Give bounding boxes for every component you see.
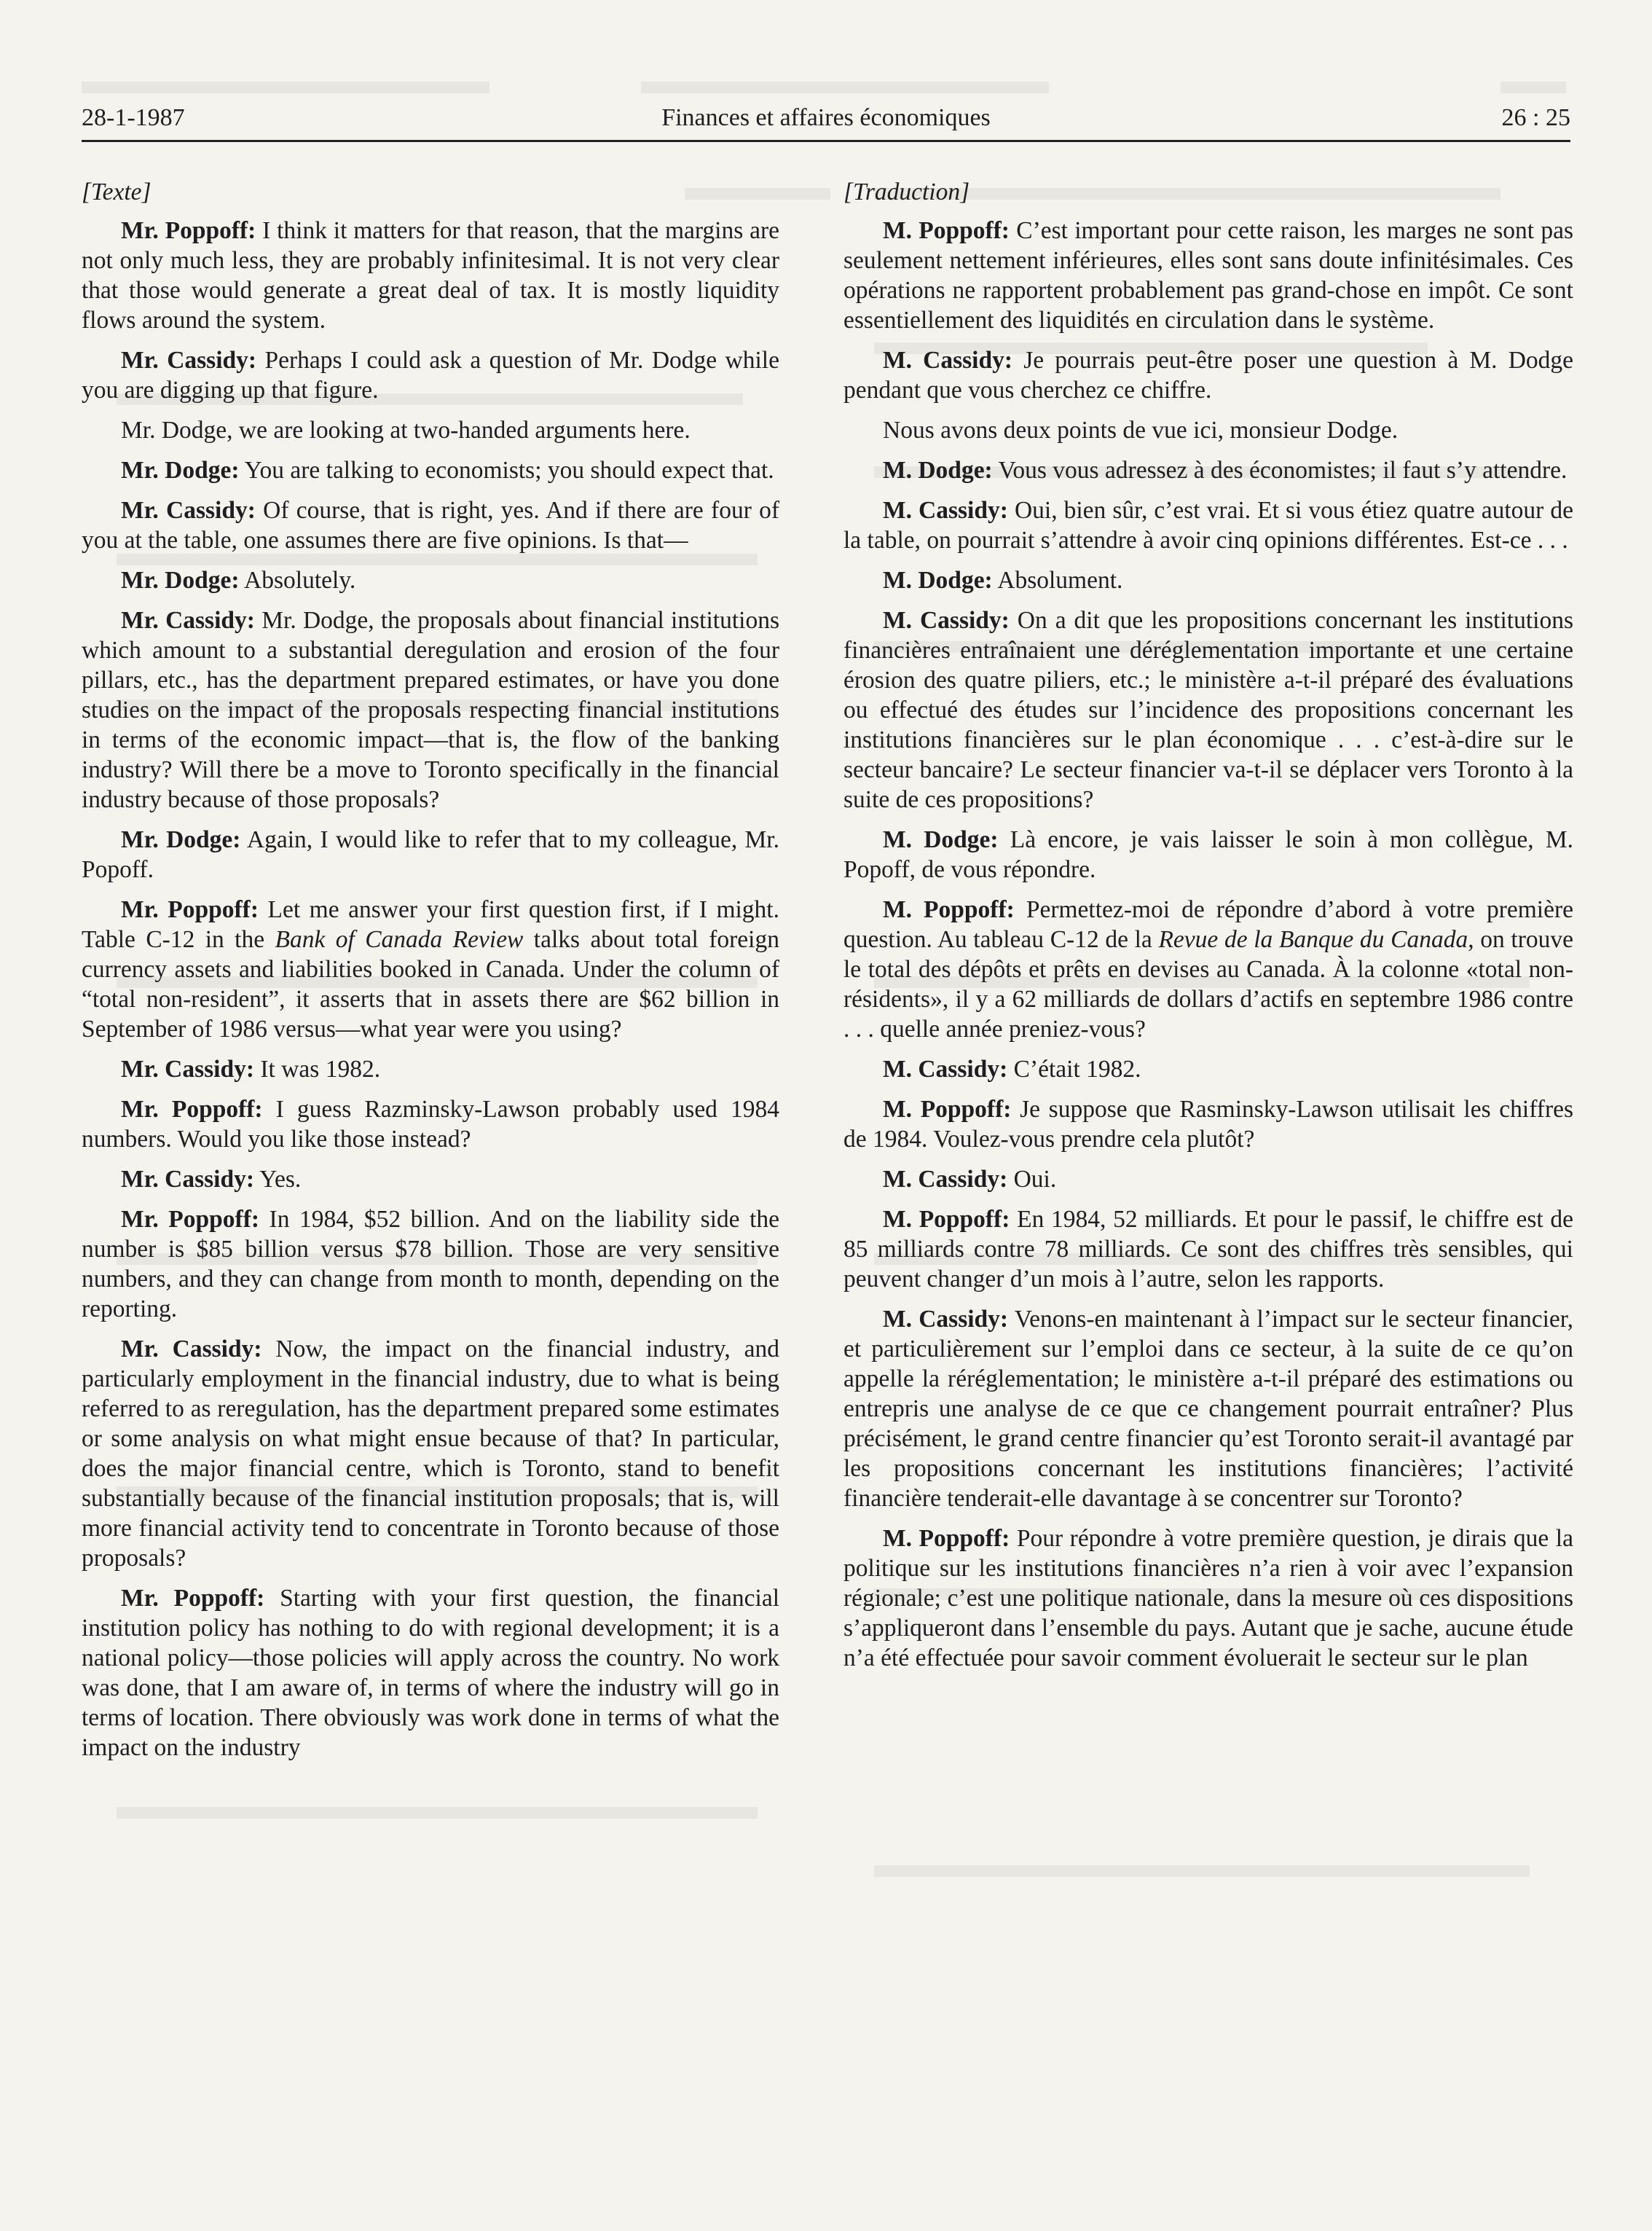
publication-title: Bank of Canada Review bbox=[275, 926, 524, 953]
transcript-paragraph bbox=[82, 1583, 779, 1763]
speaker-name: M. Cassidy: bbox=[883, 347, 1013, 374]
paragraph-text: You are talking to economists; you should expect that. bbox=[239, 457, 774, 484]
transcript-paragraph bbox=[82, 216, 779, 335]
speaker-name: Mr. Cassidy: bbox=[121, 347, 257, 374]
transcript-paragraph bbox=[82, 1204, 779, 1324]
transcript-paragraph bbox=[843, 345, 1573, 405]
transcript-paragraph bbox=[82, 1054, 779, 1084]
paragraph-text: I guess Razminsky-Lawson probably used 1984 numbers. Would you like those instead? bbox=[82, 1096, 780, 1153]
speaker-name: M. Cassidy: bbox=[883, 1166, 1008, 1193]
speaker-name: Mr. Dodge: bbox=[121, 457, 240, 484]
transcript-paragraph bbox=[843, 495, 1573, 555]
english-column bbox=[82, 177, 779, 1773]
speaker-name: Mr. Cassidy: bbox=[121, 607, 255, 634]
transcript-paragraph bbox=[82, 825, 779, 885]
transcript-paragraph bbox=[843, 1524, 1573, 1673]
paragraph-text: , on trouve le total des dépôts et prêts en devises au Canada. À la colonne «total non-résidents», il y a 62 milliards de dollars d’actifs en septembre 1986 contre . . . quelle année preniez-vous? bbox=[843, 926, 1573, 1043]
transcript-paragraph bbox=[82, 1164, 779, 1194]
speaker-name: M. Poppoff: bbox=[883, 1206, 1010, 1233]
paragraph-text: Absolument. bbox=[992, 567, 1123, 594]
paragraph-text: I think it matters for that reason, that the margins are not only much less, they are probably infinitesimal. It is not very clear that those would generate a great deal of tax. It is mostly liquidity flows around the system. bbox=[82, 217, 779, 334]
paragraph-text: Là encore, je vais laisser le soin à mon collègue, M. Popoff, de vous répondre. bbox=[843, 826, 1574, 883]
transcript-paragraph bbox=[843, 216, 1573, 335]
speaker-name: Mr. Poppoff: bbox=[121, 1206, 260, 1233]
transcript-paragraph bbox=[82, 895, 779, 1044]
transcript-paragraph bbox=[82, 495, 779, 555]
language-tag-french bbox=[843, 177, 1573, 207]
transcript-paragraph bbox=[843, 1304, 1573, 1513]
paragraph-text: Perhaps I could ask a question of Mr. Dodge while you are digging up that figure. bbox=[82, 347, 779, 404]
french-column bbox=[843, 177, 1573, 1683]
transcript-paragraph bbox=[843, 415, 1573, 445]
paragraph-text: Je suppose que Rasminsky-Lawson utilisait les chiffres de 1984. Voulez-vous prendre cela plutôt? bbox=[843, 1096, 1574, 1153]
paragraph-text: Oui, bien sûr, c’est vrai. Et si vous étiez quatre autour de la table, on pourrait s’attendre à avoir cinq opinions différentes. Est-ce . . . bbox=[843, 497, 1573, 554]
paragraph-text: Mr. Dodge, we are looking at two-handed arguments here. bbox=[121, 417, 691, 444]
transcript-paragraph bbox=[82, 605, 779, 815]
speaker-name: Mr. Poppoff: bbox=[121, 1096, 263, 1123]
paragraph-text: It was 1982. bbox=[254, 1056, 381, 1083]
paragraph-text: Oui. bbox=[1007, 1166, 1057, 1193]
header-date: 28-1-1987 bbox=[82, 104, 185, 131]
speaker-name: M. Dodge: bbox=[883, 567, 993, 594]
transcript-paragraph bbox=[82, 345, 779, 405]
transcript-paragraph bbox=[843, 1094, 1573, 1154]
header-page-number: 26 : 25 bbox=[1501, 104, 1570, 131]
transcript-paragraph bbox=[843, 605, 1573, 815]
transcript-paragraph bbox=[82, 415, 779, 445]
header-title: Finances et affaires économiques bbox=[661, 104, 991, 131]
paragraph-text: Now, the impact on the financial industry, and particularly employment in the financial industry, due to what is being referred to as reregulation, has the department prepared some estimates or some analysis on what might ensue because of that? In particular, does the major financial centre, which is Toronto, stand to benefit substantially because of the financial institution proposals; that is, will more financial activity tend to concentrate in Toronto because of those proposals? bbox=[82, 1336, 779, 1572]
speaker-name: M. Cassidy: bbox=[883, 1056, 1008, 1083]
transcript-paragraph bbox=[843, 895, 1573, 1044]
paragraph-text: Let me answer your first question first, if I might. Table C-12 in the bbox=[82, 896, 779, 953]
paragraph-text: Vous vous adressez à des économistes; il faut s’y attendre. bbox=[992, 457, 1568, 484]
speaker-name: Mr. Cassidy: bbox=[121, 1336, 262, 1362]
paragraph-text: Yes. bbox=[254, 1166, 302, 1193]
transcript-paragraph bbox=[843, 1054, 1573, 1084]
language-tag-english bbox=[82, 177, 779, 207]
speaker-name: M. Cassidy: bbox=[883, 1306, 1009, 1333]
transcript-paragraph bbox=[82, 565, 779, 595]
transcript-paragraph bbox=[843, 455, 1573, 485]
language-tag-text: [Texte] bbox=[82, 179, 152, 205]
transcript-paragraph bbox=[843, 565, 1573, 595]
header-rule bbox=[82, 140, 1570, 142]
speaker-name: M. Dodge: bbox=[883, 826, 999, 853]
running-header bbox=[82, 104, 1570, 141]
speaker-name: M. Poppoff: bbox=[883, 1096, 1012, 1123]
paragraph-text: Permettez-moi de répondre d’abord à votre première question. Au tableau C-12 de la bbox=[843, 896, 1574, 953]
speaker-name: M. Poppoff: bbox=[883, 1525, 1010, 1552]
paragraph-text: Starting with your first question, the financial institution policy has nothing to do with regional development; it is a national policy—those policies will apply across the country. No work was done, that I am aware of, in terms of where the industry will go in terms of location. There obviously was work done in terms of what the impact on the industry bbox=[82, 1585, 779, 1761]
transcript-paragraph bbox=[82, 455, 779, 485]
paragraph-text: C’était 1982. bbox=[1007, 1056, 1141, 1083]
speaker-name: M. Poppoff: bbox=[883, 896, 1015, 923]
speaker-name: Mr. Poppoff: bbox=[121, 217, 256, 244]
paragraph-text: Absolutely. bbox=[239, 567, 356, 594]
paragraph-text: Nous avons deux points de vue ici, monsieur Dodge. bbox=[883, 417, 1399, 444]
speaker-name: Mr. Dodge: bbox=[121, 567, 240, 594]
transcript-paragraph bbox=[843, 1164, 1573, 1194]
transcript-paragraph bbox=[843, 825, 1573, 885]
paragraph-text: Of course, that is right, yes. And if there are four of you at the table, one assumes there are five opinions. Is that— bbox=[82, 497, 779, 554]
speaker-name: Mr. Cassidy: bbox=[121, 1166, 255, 1193]
transcript-paragraph bbox=[82, 1334, 779, 1573]
speaker-name: Mr. Poppoff: bbox=[121, 896, 259, 923]
paragraph-text: Je pourrais peut-être poser une question à M. Dodge pendant que vous cherchez ce chiffre. bbox=[843, 347, 1574, 404]
speaker-name: Mr. Poppoff: bbox=[121, 1585, 265, 1612]
language-tag-text: [Traduction] bbox=[843, 179, 970, 205]
paragraph-text: Venons-en maintenant à l’impact sur le secteur financier, et particulièrement sur l’emploi dans ce secteur, à la suite de ce qu’on appelle la réréglementation; le ministère a-t-il préparé des estimations ou entrepris une analyse de ce que ce changement pourrait entraîner? Plus précisément, le grand centre financier qu’est Toronto serait-il avantagé par les propositions concernant les institutions financières; l’activité financière tenderait-elle davantage à se concentrer sur Toronto? bbox=[843, 1306, 1573, 1512]
publication-title: Revue de la Banque du Canada bbox=[1158, 926, 1468, 953]
paragraph-text: talks about total foreign currency assets and liabilities booked in Canada. Under the column of “total non-resident”, it asserts that in assets there are $62 billion in September of 1986 versus—what year were you using? bbox=[82, 926, 779, 1043]
speaker-name: Mr. Cassidy: bbox=[121, 497, 256, 524]
paragraph-text: Again, I would like to refer that to my colleague, Mr. Popoff. bbox=[82, 826, 779, 883]
paragraph-text: On a dit que les propositions concernant les institutions financières entraînaient une déréglementation importante et une certaine érosion des quatre piliers, etc.; le ministère a-t-il préparé des évaluations ou effectué des études sur l’incidence des propositions concernant les institutions financières sur le plan économique . . . c’est-à-dire sur le secteur bancaire? Le secteur financier va-t-il se déplacer vers Toronto à la suite de ces propositions? bbox=[843, 607, 1573, 813]
paragraph-text: Pour répondre à votre première question, je dirais que la politique sur les institutions financières n’a rien à voir avec l’expansion régionale; c’est une politique nationale, dans la mesure où ces dispositions s’appliqueront dans l’ensemble du pays. Autant que je sache, aucune étude n’a été effectuée pour savoir comment évoluerait le secteur sur le plan bbox=[843, 1525, 1573, 1671]
speaker-name: Mr. Cassidy: bbox=[121, 1056, 255, 1083]
transcript-paragraph bbox=[843, 1204, 1573, 1294]
speaker-name: M. Dodge: bbox=[883, 457, 993, 484]
speaker-name: M. Poppoff: bbox=[883, 217, 1010, 244]
speaker-name: M. Cassidy: bbox=[883, 607, 1010, 634]
transcript-paragraph bbox=[82, 1094, 779, 1154]
speaker-name: M. Cassidy: bbox=[883, 497, 1008, 524]
paragraph-text: Mr. Dodge, the proposals about financial institutions which amount to a substantial deregulation and erosion of the four pillars, etc., has the department prepared estimates, or have you done studies on the impact of the proposals respecting financial institutions in terms of the economic impact—that is, the flow of the banking industry? Will there be a move to Toronto specifically in the financial industry because of those proposals? bbox=[82, 607, 779, 813]
speaker-name: Mr. Dodge: bbox=[121, 826, 241, 853]
paragraph-text: C’est important pour cette raison, les marges ne sont pas seulement nettement inférieures, elles sont sans doute infinitésimales. Ces opérations ne rapportent probablement pas grand-chose en impôt. Ce sont essentiellement des liquidités en circulation dans le système. bbox=[843, 217, 1573, 334]
paragraph-text: En 1984, 52 milliards. Et pour le passif, le chiffre est de 85 milliards contre 78 milliards. Ce sont des chiffres très sensibles, qui peuvent changer d’un mois à l’autre, selon les rapports. bbox=[843, 1206, 1573, 1293]
paragraph-text: In 1984, $52 billion. And on the liability side the number is $85 billion versus $78 billion. Those are very sensitive numbers, and they can change from month to month, depending on the reporting. bbox=[82, 1206, 780, 1322]
